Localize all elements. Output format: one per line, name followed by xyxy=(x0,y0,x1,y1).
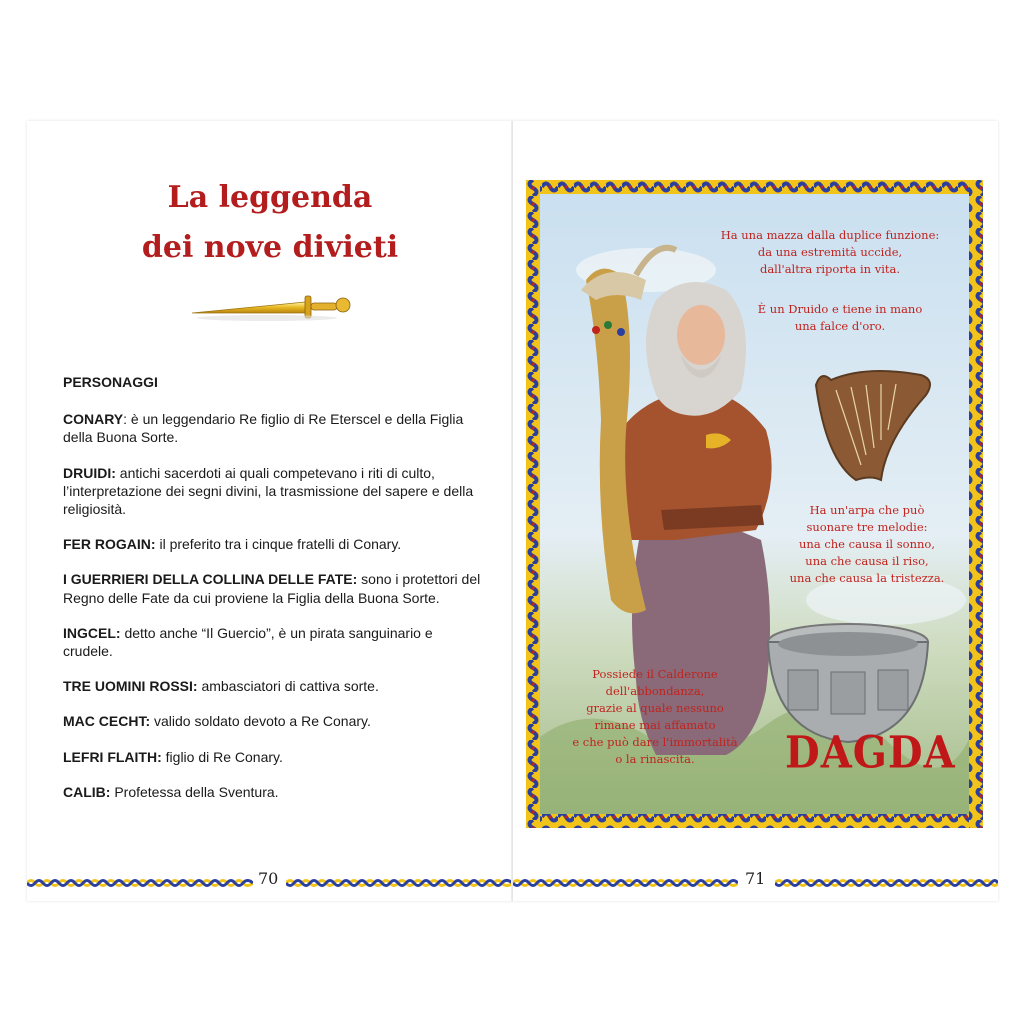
caption-line: una che causa la tristezza. xyxy=(789,571,945,585)
character-description: sono i protettori del Regno delle Fate da cui proviene la Figlia della Buona Sorte. xyxy=(63,571,481,606)
character-name: LEFRI FLAITH: xyxy=(63,748,162,765)
title-line-2: dei nove divieti xyxy=(141,230,399,265)
character-entry xyxy=(63,624,483,660)
character-name: CALIB: xyxy=(63,783,111,800)
caption-line: rimane mai affamato xyxy=(594,718,716,732)
caption-mace xyxy=(720,227,940,278)
character-entry xyxy=(63,783,483,801)
page-title xyxy=(27,173,513,273)
character-description: antichi sacerdoti ai quali competevano i riti di culto, l’interpretazione dei segni divini, la trasmissione del sapere e della religiosità. xyxy=(63,464,474,518)
caption-line: e che può dare l'immortalità xyxy=(572,735,738,749)
caption-line: dell'abbondanza, xyxy=(605,684,705,698)
character-entry xyxy=(63,677,483,695)
caption-line: da una estremità uccide, xyxy=(757,245,903,259)
title-line-1: La leggenda xyxy=(167,180,373,215)
character-description: ambasciatori di cattiva sorte. xyxy=(197,678,379,695)
caption-line: una che causa il riso, xyxy=(805,554,929,568)
caption-druid xyxy=(740,301,940,335)
caption-line: È un Druido e tiene in mano xyxy=(757,302,923,316)
character-description: Profetessa della Sventura. xyxy=(110,783,279,800)
character-name: CONARY xyxy=(63,411,124,428)
character-description: figlio di Re Conary. xyxy=(161,748,283,765)
characters-list xyxy=(63,373,483,818)
character-name: MAC CECHT: xyxy=(63,713,151,730)
golden-sword-icon xyxy=(187,286,357,326)
braid-divider-left xyxy=(27,878,253,888)
character-name-title: DAGDA xyxy=(785,726,956,779)
character-name: TRE UOMINI ROSSI: xyxy=(63,678,198,695)
braid-divider-right xyxy=(775,878,998,888)
braid-divider-right xyxy=(286,878,513,888)
caption-line: una che causa il sonno, xyxy=(799,537,935,551)
caption-line: dall'altra riporta in vita. xyxy=(759,262,901,276)
character-name: I GUERRIERI DELLA COLLINA DELLE FATE: xyxy=(63,571,358,588)
caption-line: grazie al quale nessuno xyxy=(586,701,724,715)
caption-line: o la rinascita. xyxy=(615,752,695,766)
caption-line: una falce d'oro. xyxy=(794,319,886,333)
character-description: detto anche “Il Guercio”, è un pirata sanguinario e crudele. xyxy=(63,624,433,660)
caption-harp xyxy=(772,502,962,587)
character-name: DRUIDI: xyxy=(63,464,116,481)
character-entry xyxy=(63,748,483,766)
character-name: INGCEL: xyxy=(63,624,121,641)
caption-line: Ha un'arpa che può xyxy=(809,503,925,517)
page-number-right: 71 xyxy=(745,869,766,888)
character-entry xyxy=(63,410,483,446)
braid-divider-left xyxy=(513,878,738,888)
character-description: : è un leggendario Re figlio di Re Eterscel e della Figlia della Buona Sorte. xyxy=(63,411,464,446)
book-spread xyxy=(27,121,998,901)
character-description: valido soldato devoto a Re Conary. xyxy=(150,713,371,730)
character-description: il preferito tra i cinque fratelli di Conary. xyxy=(155,536,402,553)
caption-line: suonare tre melodie: xyxy=(806,520,928,534)
character-entry xyxy=(63,712,483,730)
character-name: FER ROGAIN: xyxy=(63,536,156,553)
character-entry xyxy=(63,535,483,553)
character-entry xyxy=(63,570,483,606)
caption-line: Possiede il Calderone xyxy=(592,667,718,681)
section-heading: PERSONAGGI xyxy=(63,374,158,390)
caption-line: Ha una mazza dalla duplice funzione: xyxy=(720,228,940,242)
left-page xyxy=(27,121,513,901)
character-entry xyxy=(63,464,483,519)
page-number-left: 70 xyxy=(258,869,279,888)
caption-cauldron xyxy=(565,666,745,768)
